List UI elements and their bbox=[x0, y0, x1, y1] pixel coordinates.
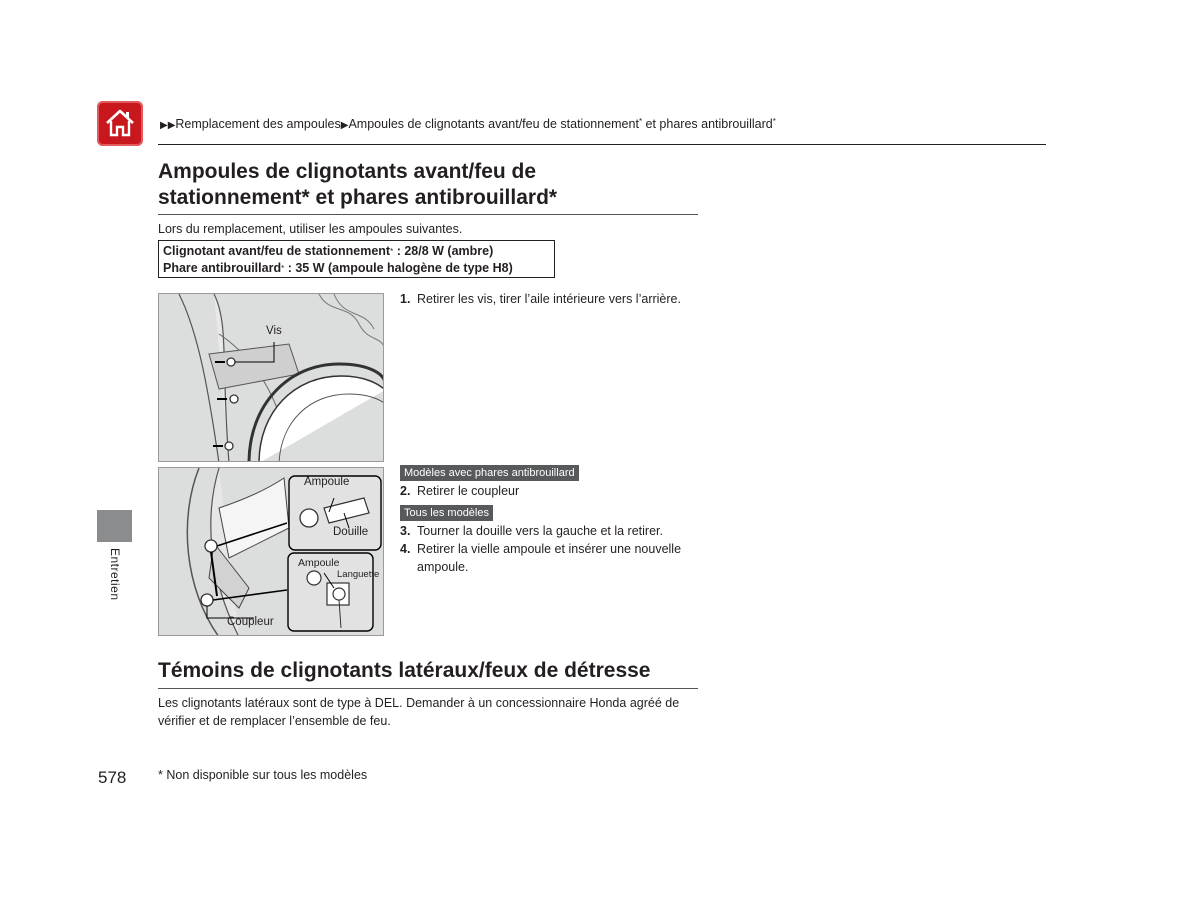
inner-fender-illustration bbox=[159, 294, 384, 462]
breadcrumb-arrows: ▶▶ bbox=[160, 120, 176, 131]
home-button[interactable] bbox=[97, 101, 143, 146]
label-coupler: Coupleur bbox=[227, 616, 274, 628]
spec-value: : 28/8 W (ambre) bbox=[393, 244, 494, 258]
bulb-spec-box bbox=[158, 240, 555, 278]
section-title-front-bulbs bbox=[158, 159, 698, 211]
section-title-side-turn-signals: Témoins de clignotants latéraux/feux de détresse bbox=[158, 659, 651, 682]
breadcrumb bbox=[160, 117, 776, 131]
label-tab: Languette bbox=[337, 569, 380, 580]
label-bulb: Ampoule bbox=[298, 557, 340, 569]
section-rule bbox=[158, 688, 698, 689]
spec-value: : 35 W (ampoule halogène de type H8) bbox=[284, 261, 513, 275]
section-title-line: Ampoules de clignotants avant/feu de bbox=[158, 160, 537, 183]
step-number: 4. bbox=[400, 542, 411, 556]
step-number: 3. bbox=[400, 524, 411, 538]
breadcrumb-star: * bbox=[638, 117, 643, 126]
step-text: Tourner la douille vers la gauche et la retirer. bbox=[417, 524, 663, 538]
breadcrumb-current-part1: Ampoules de clignotants avant/feu de stationnement bbox=[348, 117, 639, 131]
side-tab-maintenance[interactable] bbox=[97, 510, 132, 542]
step-4 bbox=[400, 540, 681, 576]
step-text: Retirer la vielle ampoule et insérer une nouvelle bbox=[417, 542, 682, 556]
step-3 bbox=[400, 522, 663, 540]
intro-text: Lors du remplacement, utiliser les ampoules suivantes. bbox=[158, 222, 463, 236]
breadcrumb-link-bulbs[interactable]: Remplacement des ampoules bbox=[175, 117, 341, 131]
step-number: 1. bbox=[400, 292, 411, 306]
step-number: 2. bbox=[400, 484, 411, 498]
step-1 bbox=[400, 290, 681, 308]
figure-bulb-socket bbox=[158, 467, 384, 636]
step-text: Retirer les vis, tirer l’aile intérieure vers l’arrière. bbox=[417, 292, 681, 306]
star-marker: * bbox=[390, 247, 394, 256]
text-line: vérifier et de remplacer l’ensemble de feu. bbox=[158, 714, 391, 728]
model-tag-all-models: Tous les modèles bbox=[400, 505, 493, 521]
breadcrumb-separator: ▶ bbox=[340, 120, 349, 131]
label-socket: Douille bbox=[333, 526, 369, 538]
section-rule bbox=[158, 214, 698, 215]
model-tag-fog-lights: Modèles avec phares antibrouillard bbox=[400, 465, 579, 481]
section-title-line: stationnement* et phares antibrouillard* bbox=[158, 186, 558, 209]
label-bulb: Ampoule bbox=[304, 476, 350, 488]
figure-inner-fender bbox=[158, 293, 384, 462]
text-line: Les clignotants latéraux sont de type à DEL. Demander à un concessionnaire Honda agréé de bbox=[158, 696, 680, 710]
spec-line-fog-light bbox=[163, 260, 550, 277]
label-screw: Vis bbox=[266, 325, 282, 337]
spec-line-turn-signal bbox=[163, 243, 550, 260]
step-2 bbox=[400, 482, 519, 500]
page-number: 578 bbox=[98, 768, 127, 787]
step-text: ampoule. bbox=[417, 560, 469, 574]
spec-label: Clignotant avant/feu de stationnement bbox=[163, 244, 391, 258]
breadcrumb-star: * bbox=[772, 117, 776, 126]
spec-label: Phare antibrouillard bbox=[163, 261, 282, 275]
footnote: * Non disponible sur tous les modèles bbox=[158, 768, 368, 782]
step-text: Retirer le coupleur bbox=[417, 484, 520, 498]
side-tab-label: Entretien bbox=[108, 548, 122, 601]
breadcrumb-current-part2: et phares antibrouillard bbox=[642, 117, 773, 131]
section2-text bbox=[158, 694, 718, 730]
home-icon bbox=[104, 107, 136, 139]
bulb-socket-illustration bbox=[159, 468, 384, 636]
header-rule bbox=[158, 144, 1046, 145]
star-marker: * bbox=[281, 264, 285, 273]
